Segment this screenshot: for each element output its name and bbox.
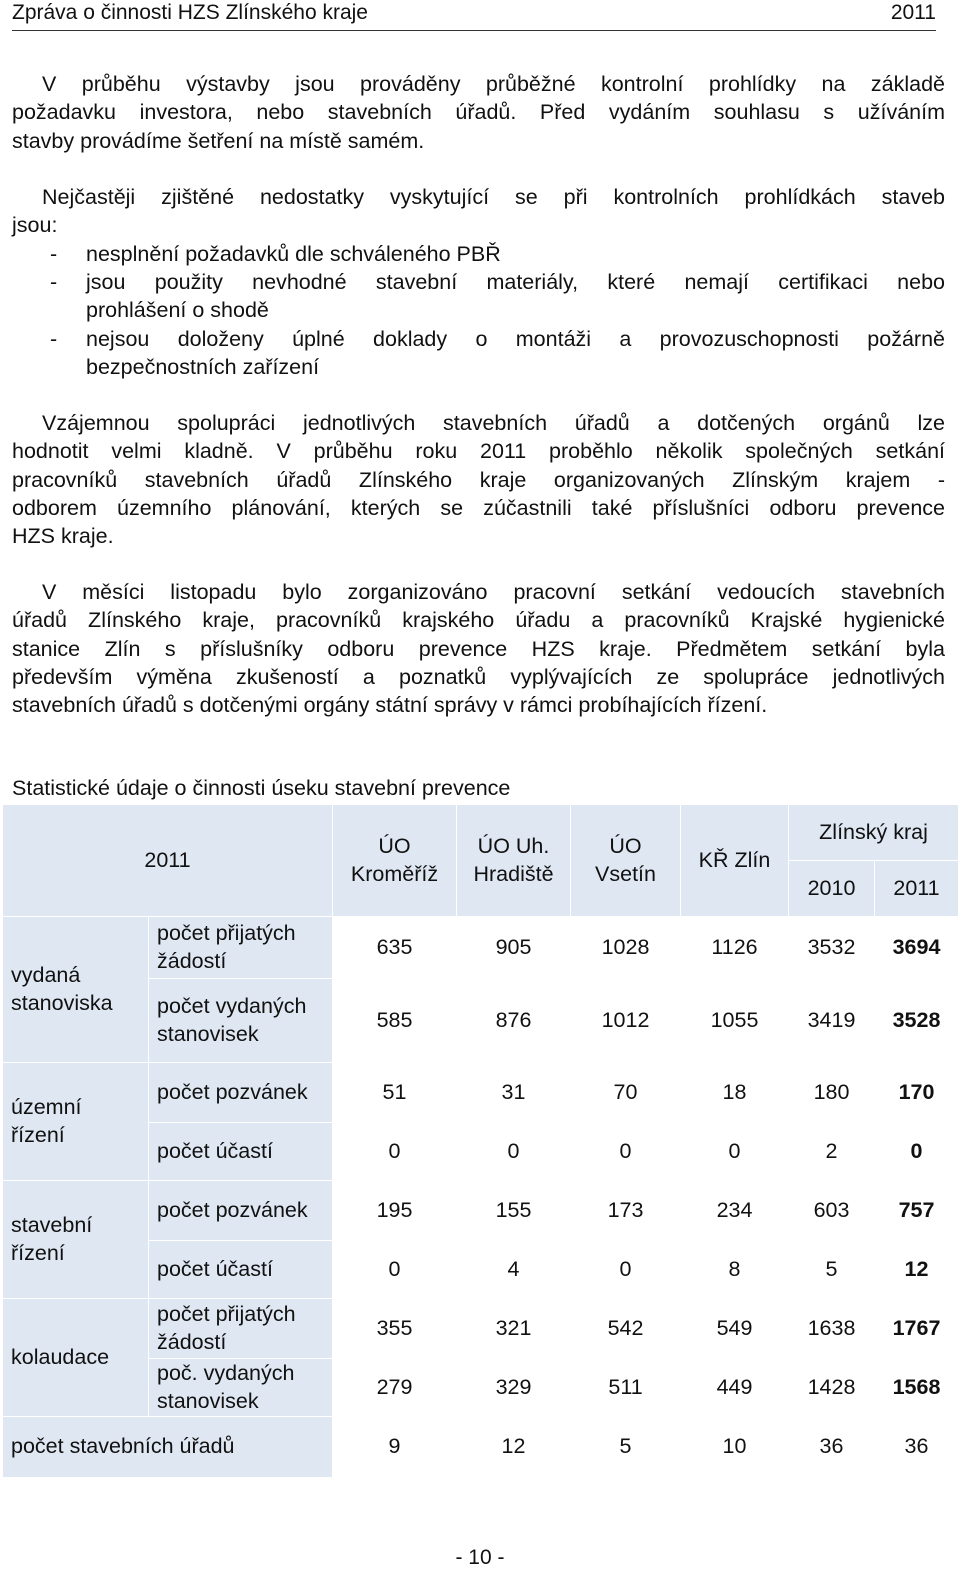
row-label: počet vydaných stanovisek bbox=[149, 979, 333, 1063]
table-cell: 70 bbox=[571, 1063, 681, 1123]
table-cell: 905 bbox=[457, 917, 571, 979]
table-cell: 757 bbox=[875, 1181, 959, 1241]
table-cell: 0 bbox=[681, 1123, 789, 1181]
page-number: - 10 - bbox=[455, 1546, 505, 1569]
group-label: kolaudace bbox=[3, 1299, 149, 1417]
table-cell: 3532 bbox=[789, 917, 875, 979]
table-cell: 1055 bbox=[681, 979, 789, 1063]
row-label: počet přijatých žádostí bbox=[149, 1299, 333, 1359]
header-col: ÚO Vsetín bbox=[571, 805, 681, 917]
table-cell: 2 bbox=[789, 1123, 875, 1181]
paragraph-deficiencies-intro: Nejčastěji zjištěné nedostatky vyskytující se při kontrolních prohlídkách staveb jsou: bbox=[12, 185, 945, 238]
table-cell: 10 bbox=[681, 1417, 789, 1478]
row-label: počet účastí bbox=[149, 1123, 333, 1181]
table-cell: 195 bbox=[333, 1181, 457, 1241]
row-label: počet stavebních úřadů bbox=[3, 1417, 333, 1478]
table-cell: 3694 bbox=[875, 917, 959, 979]
paragraph-meeting: V měsíci listopadu bylo zorganizováno pracovní setkání vedoucích stavebních úřadů Zlínského kraje, pracovníků krajského úřadu a pracovníků Krajské hygienické stanice Zlín s příslušníky odboru prevence HZS kraje. Předmětem setkání byla především výměna zkušeností a poznatků vyplývajících ze spolupráce jednotlivých stavebních úřadů s dotčenými orgány státní správy v rámci probíhajících řízení. bbox=[12, 580, 945, 718]
table-cell: 51 bbox=[333, 1063, 457, 1123]
header-kraj-year: 2011 bbox=[875, 861, 959, 917]
table-row bbox=[3, 1299, 959, 1359]
table-cell: 0 bbox=[571, 1241, 681, 1299]
table-cell: 635 bbox=[333, 917, 457, 979]
table-cell: 12 bbox=[457, 1417, 571, 1478]
table-cell: 321 bbox=[457, 1299, 571, 1359]
table-cell: 234 bbox=[681, 1181, 789, 1241]
table-cell: 1012 bbox=[571, 979, 681, 1063]
table-cell: 0 bbox=[333, 1241, 457, 1299]
table-row bbox=[3, 1417, 959, 1478]
table-cell: 511 bbox=[571, 1359, 681, 1417]
row-label: počet přijatých žádostí bbox=[149, 917, 333, 979]
table-cell: 1568 bbox=[875, 1359, 959, 1417]
table-row bbox=[3, 1181, 959, 1241]
table-cell: 12 bbox=[875, 1241, 959, 1299]
row-label: poč. vydaných stanovisek bbox=[149, 1359, 333, 1417]
table-cell: 603 bbox=[789, 1181, 875, 1241]
table-header-row bbox=[3, 805, 959, 861]
header-kraj: Zlínský kraj bbox=[789, 805, 959, 861]
statistics-table bbox=[2, 804, 958, 1477]
table-cell: 180 bbox=[789, 1063, 875, 1123]
table-cell: 279 bbox=[333, 1359, 457, 1417]
table-cell: 155 bbox=[457, 1181, 571, 1241]
table-cell: 1126 bbox=[681, 917, 789, 979]
table-cell: 9 bbox=[333, 1417, 457, 1478]
header-col: ÚO Uh. Hradiště bbox=[457, 805, 571, 917]
table-cell: 542 bbox=[571, 1299, 681, 1359]
row-label: počet účastí bbox=[149, 1241, 333, 1299]
header-kraj-year: 2010 bbox=[789, 861, 875, 917]
table-cell: 1428 bbox=[789, 1359, 875, 1417]
table-cell: 1028 bbox=[571, 917, 681, 979]
table-cell: 173 bbox=[571, 1181, 681, 1241]
table-cell: 549 bbox=[681, 1299, 789, 1359]
table-row bbox=[3, 1063, 959, 1123]
row-label: počet pozvánek bbox=[149, 1181, 333, 1241]
paragraph-cooperation: Vzájemnou spolupráci jednotlivých stavebních úřadů a dotčených orgánů lze hodnotit velmi kladně. V průběhu roku 2011 proběhlo několik společných setkání pracovníků stavebních úřadů Zlínského kraje organizovaných Zlínským krajem - odborem územního plánování, kterých se zúčastnili také příslušníci odboru prevence HZS kraje. bbox=[12, 411, 945, 549]
table-cell: 5 bbox=[571, 1417, 681, 1478]
group-label: územní řízení bbox=[3, 1063, 149, 1181]
group-label: vydaná stanoviska bbox=[3, 917, 149, 1063]
report-title: Zpráva o činnosti HZS Zlínského kraje bbox=[12, 1, 368, 24]
table-cell: 3419 bbox=[789, 979, 875, 1063]
table-cell: 585 bbox=[333, 979, 457, 1063]
paragraph-inspections: V průběhu výstavby jsou prováděny průběžné kontrolní prohlídky na základě požadavku investora, nebo stavebních úřadů. Před vydáním souhlasu s užíváním stavby provádíme šetření na místě samém. bbox=[12, 72, 945, 153]
table-cell: 36 bbox=[789, 1417, 875, 1478]
table-cell: 0 bbox=[875, 1123, 959, 1181]
report-year: 2011 bbox=[890, 1, 936, 24]
table-cell: 1638 bbox=[789, 1299, 875, 1359]
table-caption: Statistické údaje o činnosti úseku stavební prevence bbox=[12, 776, 511, 800]
table-cell: 18 bbox=[681, 1063, 789, 1123]
header-col: ÚO Kroměříž bbox=[333, 805, 457, 917]
table-cell: 4 bbox=[457, 1241, 571, 1299]
table-cell: 31 bbox=[457, 1063, 571, 1123]
header-year: 2011 bbox=[3, 805, 333, 917]
table-cell: 329 bbox=[457, 1359, 571, 1417]
table-cell: 8 bbox=[681, 1241, 789, 1299]
table-cell: 876 bbox=[457, 979, 571, 1063]
table-cell: 5 bbox=[789, 1241, 875, 1299]
page-header bbox=[12, 0, 936, 31]
table-cell: 36 bbox=[875, 1417, 959, 1478]
table-cell: 0 bbox=[571, 1123, 681, 1181]
table-cell: 1767 bbox=[875, 1299, 959, 1359]
header-col: KŘ Zlín bbox=[681, 805, 789, 917]
table-cell: 0 bbox=[333, 1123, 457, 1181]
table-cell: 3528 bbox=[875, 979, 959, 1063]
group-label: stavební řízení bbox=[3, 1181, 149, 1299]
table-cell: 449 bbox=[681, 1359, 789, 1417]
table-cell: 0 bbox=[457, 1123, 571, 1181]
table-cell: 355 bbox=[333, 1299, 457, 1359]
row-label: počet pozvánek bbox=[149, 1063, 333, 1123]
table-row bbox=[3, 917, 959, 979]
table-cell: 170 bbox=[875, 1063, 959, 1123]
